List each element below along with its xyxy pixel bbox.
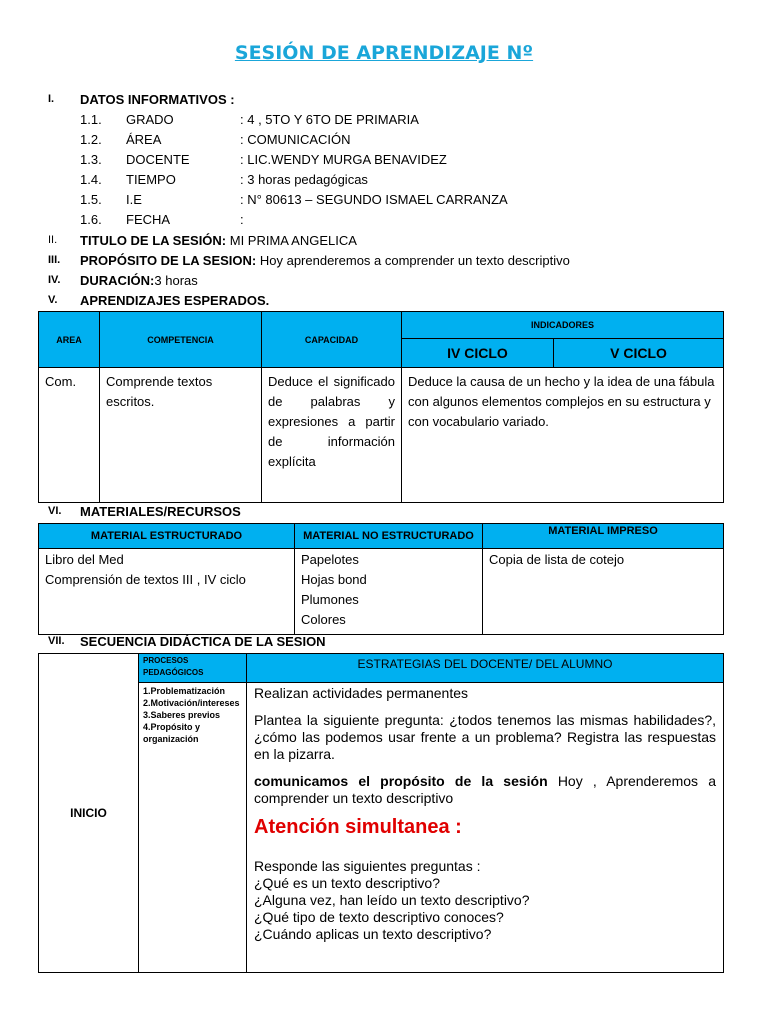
header-capacidad: CAPACIDAD: [262, 312, 402, 368]
item-number: 1.4.: [80, 172, 102, 187]
header-iv-ciclo: IV CICLO: [402, 339, 554, 368]
pregunta: ¿Qué es un texto descriptivo?: [254, 875, 440, 891]
item-value: : COMUNICACIÓN: [240, 132, 351, 147]
item-value: : 3 horas pedagógicas: [240, 172, 368, 187]
item-label: TIEMPO: [126, 172, 176, 187]
atencion-heading: Atención simultanea :: [254, 816, 462, 838]
section-label: [80, 233, 357, 248]
item-label: ÁREA: [126, 132, 162, 147]
item-value: : N° 80613 – SEGUNDO ISMAEL CARRANZA: [240, 192, 508, 207]
item-number: 1.2.: [80, 132, 102, 147]
cell-indicador: Deduce la causa de un hecho y la idea de una fábula con algunos elementos complejos en su estructura y con vocabulario variado.: [402, 368, 724, 503]
cell-inicio: INICIO: [39, 654, 139, 973]
section-number: VII.: [48, 635, 65, 647]
section-label: APRENDIZAJES ESPERADOS.: [80, 293, 270, 308]
list-item: Libro del Med: [45, 552, 124, 567]
materiales-table: [38, 523, 724, 635]
cell-procesos: [139, 683, 247, 973]
pregunta: ¿Qué tipo de texto descriptivo conoces?: [254, 909, 504, 925]
cell-estrategias: [247, 683, 724, 973]
header-material-estructurado: MATERIAL ESTRUCTURADO: [39, 524, 295, 549]
list-item: 3.Saberes previos: [143, 710, 221, 720]
section-label: [80, 273, 198, 288]
list-item: Hojas bond: [301, 572, 367, 587]
pregunta: ¿Cuándo aplicas un texto descriptivo?: [254, 926, 492, 942]
header-estrategias: ESTRATEGIAS DEL DOCENTE/ DEL ALUMNO: [247, 654, 724, 683]
item-value: : 4 , 5TO Y 6TO DE PRIMARIA: [240, 112, 419, 127]
duracion-label: DURACIÓN:: [80, 273, 155, 288]
proposito-value: Hoy aprenderemos a comprender un texto descriptivo: [256, 253, 570, 268]
item-number: 1.5.: [80, 192, 102, 207]
cell-competencia: Comprende textos escritos.: [100, 368, 262, 503]
item-number: 1.3.: [80, 152, 102, 167]
cell-estructurado: [39, 549, 295, 635]
cell-no-estructurado: [295, 549, 483, 635]
cell-capacidad: [262, 368, 402, 503]
pregunta: ¿Alguna vez, han leído un texto descriptivo?: [254, 892, 530, 908]
item-label: DOCENTE: [126, 152, 190, 167]
header-competencia: COMPETENCIA: [100, 312, 262, 368]
estrategia-bold: comunicamos el propósito de la sesión: [254, 773, 548, 789]
estrategia-text: [254, 773, 716, 807]
section-label: SECUENCIA DIDÁCTICA DE LA SESION: [80, 634, 326, 649]
list-item: Copia de lista de cotejo: [489, 552, 625, 567]
section-number: IV.: [48, 274, 61, 286]
page-title: SESIÓN DE APRENDIZAJE Nº: [234, 42, 534, 64]
item-value: : LIC.WENDY MURGA BENAVIDEZ: [240, 152, 447, 167]
estrategia-text: Realizan actividades permanentes: [254, 685, 469, 701]
responde-text: Responde las siguientes preguntas :: [254, 858, 481, 874]
section-number: VI.: [48, 505, 62, 517]
proposito-label: PROPÓSITO DE LA SESION:: [80, 253, 257, 268]
capacidad-text: Deduce el significado de palabras y expresiones a partir de información explícita: [268, 374, 395, 469]
section-label: MATERIALES/RECURSOS: [80, 504, 241, 519]
item-label: I.E: [126, 192, 142, 207]
list-item: Comprensión de textos III , IV ciclo: [45, 572, 246, 587]
header-v-ciclo: V CICLO: [554, 339, 724, 368]
list-item: Plumones: [301, 592, 359, 607]
section-label: DATOS INFORMATIVOS :: [80, 92, 235, 107]
cell-impreso: [483, 549, 724, 635]
estrategia-rest: Hoy , Aprenderemos a comprender un texto descriptivo: [254, 773, 716, 806]
titulo-label: TITULO DE LA SESIÓN:: [80, 233, 227, 248]
list-item: Colores: [301, 612, 346, 627]
duracion-value: 3 horas: [154, 273, 198, 288]
item-number: 1.6.: [80, 212, 102, 227]
titulo-value: MI PRIMA ANGELICA: [226, 233, 357, 248]
section-number: V.: [48, 294, 58, 306]
header-procesos: PROCESOS PEDAGÓGICOS: [139, 654, 247, 683]
list-item: Papelotes: [301, 552, 359, 567]
section-number: II.: [48, 234, 58, 246]
item-label: FECHA: [126, 212, 171, 227]
header-material-no-estructurado: MATERIAL NO ESTRUCTURADO: [295, 524, 483, 549]
list-item: 4.Propósito y organización: [143, 722, 201, 744]
section-number: III.: [48, 254, 61, 266]
list-item: 2.Motivación/intereses: [143, 698, 240, 708]
section-label: [80, 253, 570, 268]
cell-area: Com.: [39, 368, 100, 503]
header-area: AREA: [39, 312, 100, 368]
section-number: I.: [48, 93, 55, 105]
secuencia-table: [38, 653, 724, 973]
item-label: GRADO: [126, 112, 174, 127]
list-item: 1.Problematización: [143, 686, 226, 696]
estrategia-text: Plantea la siguiente pregunta: ¿todos tenemos las mismas habilidades?, ¿cómo las podemos usar frente a un problema? Registra las respuestas en la pizarra.: [254, 712, 716, 762]
aprendizajes-table: [38, 311, 724, 503]
item-number: 1.1.: [80, 112, 102, 127]
header-indicadores: INDICADORES: [402, 312, 724, 339]
header-material-impreso: MATERIAL IMPRESO: [483, 524, 724, 549]
item-value: :: [240, 212, 244, 227]
